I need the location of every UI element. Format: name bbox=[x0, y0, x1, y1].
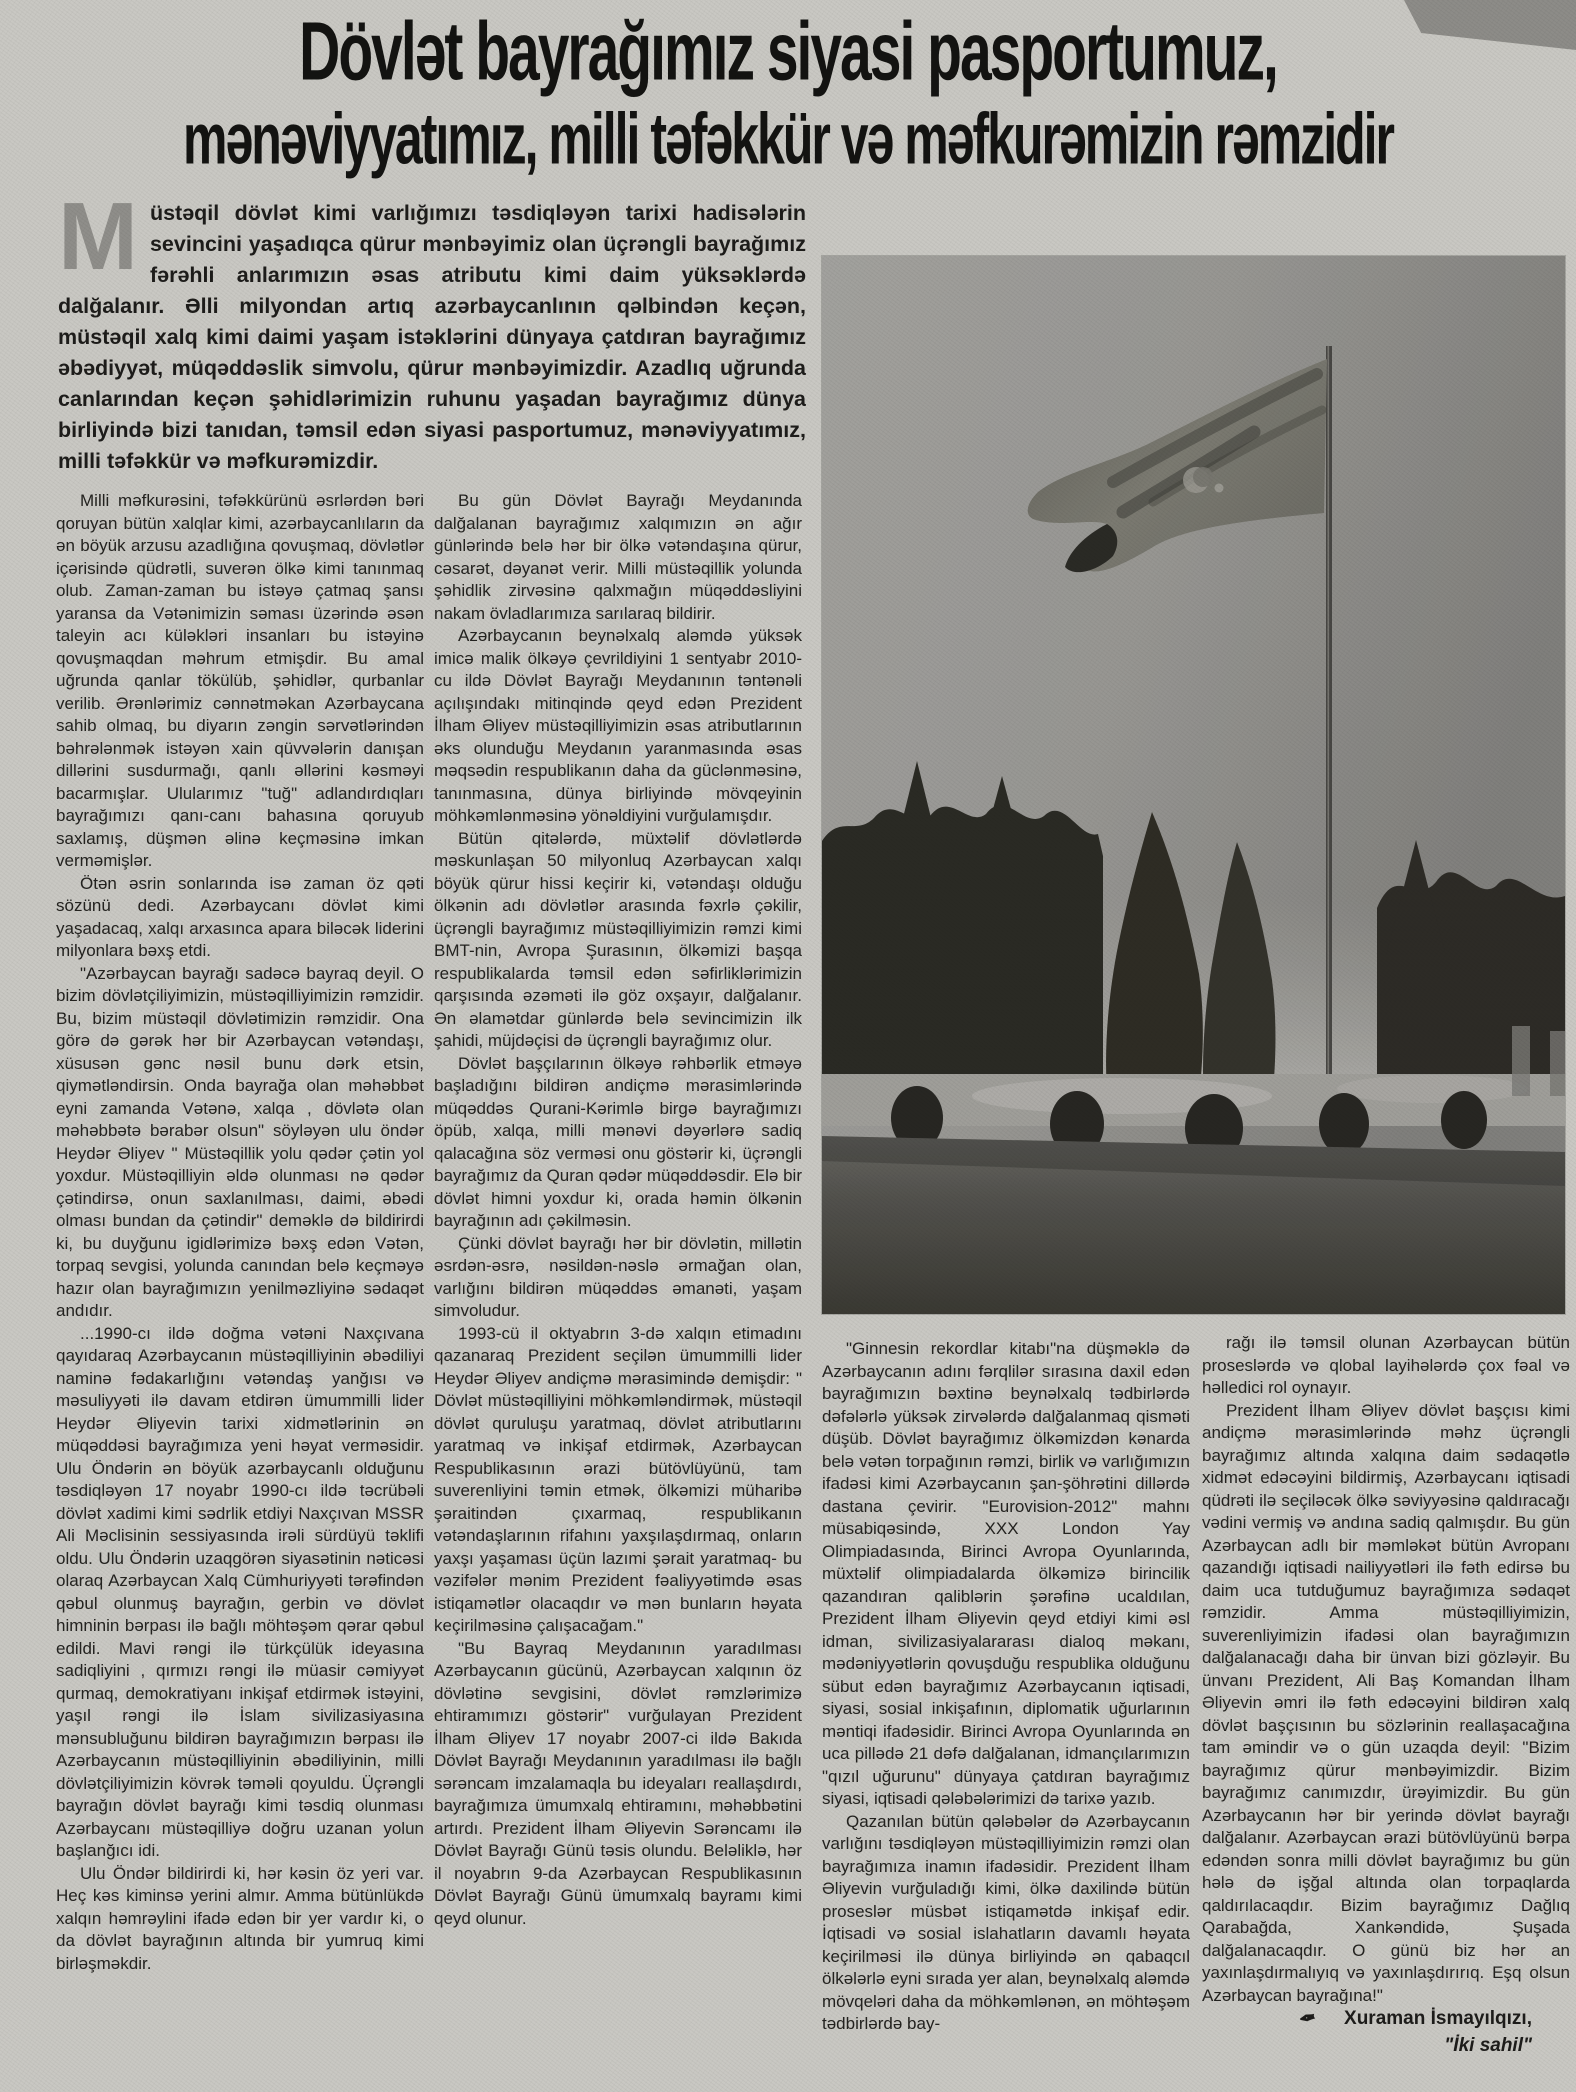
newspaper-name: "İki sahil" bbox=[1444, 2035, 1532, 2056]
paragraph: Milli məfkurəsini, təfəkkürünü əsrlərdən bəri qoruyan bütün xalqlar kimi, azərbaycanlıların da ən böyük arzusu azadlığına qovuşmaq, dövlətlər içərisində qüdrətli, suverən ölkə kimi tanınmaq olub. Zaman-zaman bu istəyə çatmaq şansı yaransa da Vətənimizin səması üzərində əsən taleyin acı küləkləri insanları bu istəyinə qovuşmaqdan məhrum etmişdir. Bu amal uğrunda qanlar tökülüb, şəhidlər, qurbanlar verilib. Ərənlərimiz cənnətməkan Azərbaycana sahib olmaq, bu diyarın zəngin sərvətlərindən bəhrələnmək istəyən xain qüvvələrin danışan dillərini susdurmağı, qanlı əllərini kəsməyi bacarmışlar. Ulularımız "tuğ" adlandırdıqları bayrağımızı qanı-canı bahasına qoruyub saxlamış, düşmən əlinə keçməsinə imkan verməmişlər. bbox=[56, 491, 424, 870]
paragraph: Azərbaycanın beynəlxalq aləmdə yüksək imicə malik ölkəyə çevrildiyini 1 sentyabr 2010-cu ildə Dövlət Bayrağı Meydanının təntənəli açılışındakı mitinqində qeyd edən Prezident İlham Əliyev müstəqilliyimizin əsas atributlarının əks olunduğu Meydanın yaranmasında əsas məqsədin respublikanın daha da güclənməsinə, tanınmasına, dünya birliyində mövqeyinin möhkəmlənməsinə yönəldiyini vurğulamışdır. bbox=[434, 626, 802, 825]
headline-line-2: mənəviyyatımız, milli təfəkkür və məfkurəmizin rəmzidir bbox=[183, 98, 1393, 180]
flag-square-photo-art bbox=[822, 256, 1565, 1314]
paragraph: rağı ilə təmsil olunan Azərbaycan bütün proseslərdə və qlobal layihələrdə çox fəal və həlledici rol oynayır. bbox=[1202, 1333, 1570, 1397]
paragraph: ...1990-cı ildə doğma vətəni Naxçıvana qayıdaraq Azərbaycanın müstəqilliyinin əbədiliyi naminə fədakarlığını vətəndaş yanğısı və məsuliyyəti ilə davam etdirən ümummilli lider Heydər Əliyevin tarixi xidmətlərinin ən müqəddəsi bayrağımıza yeni həyat verməsidir. Ulu Öndərin ən böyük azərbaycanlı olduğunu təsdiqləyən 17 noyabr 1990-cı ildə təcrübəli dövlət xadimi kimi sədrlik etdiyi Naxçıvan MSSR Ali Məclisinin sessiyasında irəli sürdüyü təklifi oldu. Ulu Öndərin uzaqgörən siyasətinin nəticəsi olaraq Azərbaycan Xalq Cümhuriyyəti tərəfindən qəbul olunmuş bayrağın, gerbin və dövlət himninin bərpası ilə bağlı möhtəşəm qərar qəbul edildi. Mavi rəngi ilə türkçülük ideyasına sadiqliyini , qırmızı rəngi ilə müasir cəmiyyət qurmaq, demokratiyanı inkişaf etdirmək istəyini, yaşıl rəngi ilə İslam sivilizasiyasına mənsubluğunu bildirən bayrağımızın bərpası ilə Azərbaycanın müstəqilliyinin əbədiliyinin, milli dövlətçiliyimizin kövrək təməli qoyuldu. Üçrəngli bayrağın dövlət bayrağı kimi təsdiq olunması Azərbaycanı müstəqilliyə doğru uzanan yolun başlanğıcı idi. bbox=[56, 1323, 424, 1860]
paragraph: Ötən əsrin sonlarında isə zaman öz qəti sözünü dedi. Azərbaycanı dövlət kimi yaşadacaq, xalqı arxasınca apara biləcək liderini milyonlara bəxş etdi. bbox=[56, 873, 424, 960]
paragraph: Çünki dövlət bayrağı hər bir dövlətin, millətin əsrdən-əsrə, nəsildən-nəslə ərmağan olan, varlığını bildirən müqəddəs əmanəti, yaşam simvoludur. bbox=[434, 1233, 802, 1320]
paragraph: Bütün qitələrdə, müxtəlif dövlətlərdə məskunlaşan 50 milyonluq Azərbaycan xalqı böyük qürur hissi keçirir ki, vətəndaşı olduğu ölkənin adı dövlətlər arasında fəxrlə çəkilir, üçrəngli bayrağımız müstəqilliyimizin rəmzi kimi BMT-nin, Avropa Şurasının, ölkəmizi başqa respublikalarda təmsil edən səfirliklərimizin qarşısında əzəməti ilə göz oxşayır, dalğalanır. Ən əlamətdar günlərdə belə sevincimizin ilk şahidi, müjdəçisi də üçrəngli bayrağımız olur. bbox=[434, 828, 802, 1050]
article-column-2 bbox=[434, 490, 802, 2068]
lead-paragraph bbox=[58, 198, 806, 480]
article-column-4 bbox=[1202, 1332, 1570, 2004]
paragraph: Qazanılan bütün qələbələr də Azərbaycanın varlığını təsdiqləyən müstəqilliyimizin rəmzi olan bayrağımıza inamın ifadəsidir. Prezident İlham Əliyevin vurğuladığı kimi, ölkə daxilində bütün proseslər müsbət istiqamətdə inkişaf edir. İqtisadi və sosial islahatların davamlı həyata keçirilməsi ilə dünya birliyində ən qabaqcıl ölkələrlə eyni sırada yer alan, beynəlxalq aləmdə mövqeləri daha da möhkəmlənən, ən möhtəşəm tədbirlərdə bay- bbox=[822, 1811, 1190, 2033]
lead-text: üstəqil dövlət kimi varlığımızı təsdiqləyən tarixi hadisələrin sevincini yaşadıqca qürur mənbəyimiz olan üçrəngli bayrağımız fərəhli anlarımızın əsas atributu kimi daim yüksəklərdə dalğalanır. Əlli milyondan artıq azərbaycanlının qəlbindən keçən, müstəqil xalq kimi daimi yaşam istəklərini dünyaya çatdıran bayrağımız əbədiyyət, müqəddəslik simvolu, qürur mənbəyimizdir. Azadlıq uğrunda canlarından keçən şəhidlərimizin ruhunu yaşadan bayrağımız dünya birliyində bizi tanıdan, təmsil edən siyasi pasportumuz, mənəviyyatımız, milli təfəkkür və məfkurəmizdir. bbox=[58, 201, 806, 473]
article-column-1 bbox=[56, 490, 424, 2068]
drop-cap: M bbox=[58, 198, 138, 290]
paragraph: "Ginnesin rekordlar kitabı"na düşməklə də Azərbaycanın adını fərqlilər sırasına daxil edən bayrağımızın bəxtinə beynəlxalq tədbirlərdə dəfələrlə yüksək zirvələrdə dalğalanmaq qisməti düşüb. Dövlət bayrağımız ölkəmizdən kənarda belə vətən torpağının rəmzi, birlik və varlığımızın ifadəsi kimi Azərbaycanın şan-şöhrətini dillərdə dastana çevirir. "Eurovision-2012" mahnı müsabiqəsində, XXX London Yay Olimpiadasında, Birinci Avropa Oyunlarında, müxtəlif olimpiadalarda ölkəmizə birincilik qazandıran qaliblərin şərəfinə ucaldılan, Prezident İlham Əliyevin qeyd etdiyi kimi əsl idman, sivilizasiyalararası dialoq məkanı, mədəniyyətlərin qovuşduğu respublika olduğunu sübut edən bayrağımız Azərbaycanın iqtisadi, siyasi, sosial inkişafının, diplomatik uğurlarının məntiqi ifadəsidir. Birinci Avropa Oyunlarında ən uca pillədə 21 dəfə dalğalanan, idmançılarımızın "qızıl uğurunu" dünyaya çatdıran bayrağımız siyasi, iqtisadi qələbələrimizi də tarixə yazıb. bbox=[822, 1339, 1190, 1808]
headline-line-1: Dövlət bayrağımız siyasi pasportumuz, bbox=[299, 5, 1277, 99]
signature bbox=[1180, 2006, 1560, 2057]
paragraph: Dövlət başçılarının ölkəyə rəhbərlik etməyə başladığını bildirən andiçmə mərasimlərində müqəddəs Qurani-Kərimlə birgə bayrağımızı öpüb, xalqa, milli mənəvi dəyərlərə sadiq qalacağına söz verməsi onu göstərir ki, üçrəngli bayrağımız da Quran qədər müqəddəsdir. Elə bir dövlət himni yoxdur ki, orada həmin ölkənin bayrağının adı çəkilməsin. bbox=[434, 1053, 802, 1230]
paragraph: "Bu Bayraq Meydanının yaradılması Azərbaycanın gücünü, Azərbaycan xalqının öz dövlətinə sevgisini, dövlət rəmzlərimizə ehtiramımızı göstərir" vurğulayan Prezident İlham Əliyev 17 noyabr 2007-ci ildə Bakıda Dövlət Bayrağı Meydanının yaradılması ilə bağlı sərəncam imzalamaqla bu ideyaları reallaşdırdı, bayrağımıza ümumxalq ehtiramını, məhəbbətini artırdı. Prezident İlham Əliyevin Sərəncamı ilə Dövlət Bayrağı Günü təsis olundu. Beləliklə, hər il noyabrın 9-da Azərbaycan Respublikasının Dövlət Bayrağı Günü ümumxalq bayramı kimi qeyd olunur. bbox=[434, 1638, 802, 1928]
author-name: Xuraman İsmayılqızı, bbox=[1344, 2007, 1532, 2029]
paragraph: 1993-cü il oktyabrın 3-də xalqın etimadını qazanaraq Prezident seçilən ümummilli lider Heydər Əliyev andiçmə mərasimində demişdir: " Dövlət müstəqilliyini möhkəmləndirmək, müstəqil dövlət quruluşu yaratmaq, dövlət atributlarını yaratmaq və inkişaf etdirmək, Azərbaycan Respublikasının ərazi bütövlüyünü, tam suverenliyini təmin etmək, ölkəmizi müharibə şəraitindən çıxarmaq, respublikanın vətəndaşlarının rifahını yaxşılaşdırmaq, onların yaxşı yaşaması üçün lazımi şərait yaratmaq- bu vəzifələr mənim Prezident fəaliyyətimdə əsas istiqamətlər olacaqdır və mən bunların həyata keçirilməsinə çalışacağam." bbox=[434, 1323, 802, 1635]
article-column-3 bbox=[822, 1338, 1190, 2076]
pen-icon: ✒ bbox=[1297, 2006, 1319, 2032]
paragraph: Ulu Öndər bildirirdi ki, hər kəsin öz yeri var. Heç kəs kiminsə yerini almır. Amma bütünlükdə xalqın həmrəylini ifadə edən bir yer vardır ki, o da dövlət bayrağının altında bir yumruq kimi birləşməkdir. bbox=[56, 1863, 424, 1973]
paragraph: Prezident İlham Əliyev dövlət başçısı kimi andiçmə mərasimlərində məhz üçrəngli bayrağımız altında xalqına daim sədaqətlə xidmət edəcəyini bildirmiş, Azərbaycanı iqtisadi qüdrəti ilə seçiləcək ölkə səviyyəsinə qaldıracağı vədini vermiş və andına sadiq qalmışdır. Bu gün Azərbaycan adlı bir məmləkət bütün Avropanı qazandığı iqtisadi nailiyyətləri ilə fəth edirsə bu daim uca tutduğumuz bayrağımıza sədaqət rəmzidir. Amma müstəqilliyimizin, suverenliyimizin ifadəsi olan bayrağımızın dalğalanacağı daha bir ünvan bizi gözləyir. Bu ünvanı Prezident, Ali Baş Komandan İlham Əliyevin əmri ilə fəth edəcəyini bildirən xalq dövlət başçısının bu sözlərinin reallaşacağına tam əmindir və o gün uzaqda deyil: "Bizim bayrağımız qürur mənbəyimizdir. Bizim bayrağımız canımızdır, ürəyimizdir. Bu gün Azərbaycanın hər bir yerində dövlət bayrağı dalğalanır. Azərbaycan ərazi bütövlüyünü bərpa edəndən sonra milli dövlət bayrağımız bu gün hələ də işğal altında olan torpaqlarda qaldırılacaqdır. Bizim bayrağımız Dağlıq Qarabağda, Xankəndidə, Şuşada dalğalanacaqdır. O günü biz hər an yaxınlaşdırmalıyıq və yaxınlaşdırırıq. Eşq olsun Azərbaycan bayrağına!" bbox=[1202, 1400, 1570, 2004]
paragraph: "Azərbaycan bayrağı sadəcə bayraq deyil. O bizim dövlətçiliyimizin, müstəqilliyimizin rəmzidir. Bu, bizim müstəqil dövlətimizin rəmzidir. Ona görə də gərək hər bir Azərbaycan vətəndaşı, xüsusən gənc nəsil bunu dərk etsin, qiymətləndirsin. Onda bayrağa olan məhəbbət eyni zamanda Vətənə, xalqa , dövlətə olan məhəbbətə bərabər olsun" söyləyən ulu öndər Heydər Əliyev " Müstəqillik yolu qədər çətin yol yoxdur. Müstəqilliyin əldə olunması nə qədər çətindirsə, onun saxlanılması, daimi, əbədi olması bundan da çətindir" deməklə də bildirirdi ki, bu duyğunu igidlərimizə bəxş edən Vətən, torpaq sevgisi, yolunda canından belə keçməyə hazır olan bayrağımızın yenilməzliyinə sədaqət andıdır. bbox=[56, 963, 424, 1320]
flag-square-photo bbox=[822, 256, 1565, 1314]
paragraph: Bu gün Dövlət Bayrağı Meydanında dalğalanan bayrağımız xalqımızın ən ağır günlərində belə hər bir ölkə vətəndaşına qürur, cəsarət, dəyanət verir. Milli müstəqillik yolunda şəhidlik zirvəsinə qalxmağın müqəddəsliyini nakam övladlarımıza sarılaraq bildirir. bbox=[434, 491, 802, 623]
